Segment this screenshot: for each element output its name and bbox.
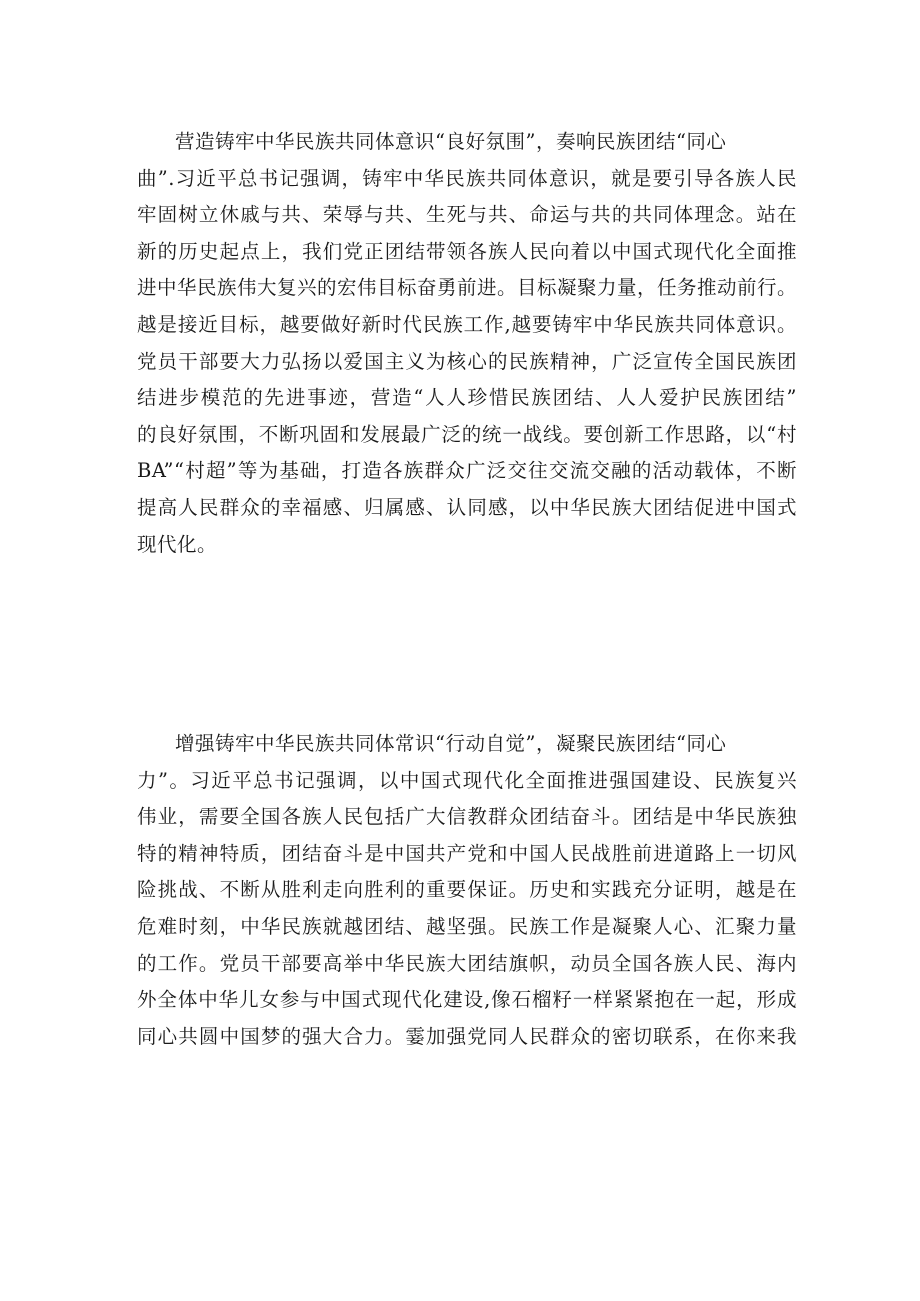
text-line: 特的精神特质，团结奋斗是中国共产党和中国人民战胜前进道路上一切风 <box>137 841 797 865</box>
text-line: 的良好氛围，不断巩固和发展最广泛的统一战线。要创新工作思路，以“村 <box>137 422 797 446</box>
text-line: 增强铸牢中华民族共同体常识“行动自觉”，凝聚民族团结“同心 <box>175 732 727 755</box>
text-line: 同心共圆中国梦的强大合力。霎加强党同人民群众的密切联系，在你来我 <box>137 1024 797 1048</box>
text-line: 伟业，需要全国各族人民包括广大信教群众团结奋斗。团结是中华民族独 <box>137 805 797 829</box>
text-line: 进中华民族伟大复兴的宏伟目标奋勇前进。目标凝聚力量，任务推动前行。 <box>137 276 798 300</box>
text-line: 提高人民群众的幸福感、归属感、认同感，以中华民族大团结促进中国式 <box>137 495 797 519</box>
text-line: 力”。习近平总书记强调，以中国式现代化全面推进强国建设、民族复兴 <box>137 768 797 792</box>
text-line: 外全体中华儿女参与中国式现代化建设,像石榴籽一样紧紧抱在一起，形成 <box>137 988 797 1012</box>
text-line: BA”“村超”等为基础，打造各族群众广泛交往交流交融的活动载体，不断 <box>137 459 797 483</box>
text-line: 结进步模范的先进事迹，营造“人人珍惜民族团结、人人爱护民族团结” <box>137 386 797 410</box>
text-line: 越是接近目标，越要做好新时代民族工作,越要铸牢中华民族共同体意识。 <box>137 312 797 336</box>
text-line: 的工作。党员干部要高举中华民族大团结旗帜，动员全国各族人民、海内 <box>137 951 797 975</box>
text-line: 危难时刻，中华民族就越团结、越坚强。民族工作是凝聚人心、汇聚力量 <box>137 914 797 938</box>
text-line: 党员干部要大力弘扬以爱国主义为核心的民族精神，广泛宣传全国民族团 <box>137 349 797 373</box>
text-line: 险挑战、不断从胜利走向胜利的重要保证。历史和实践充分证明，越是在 <box>137 878 797 902</box>
text-line: 现代化。 <box>137 532 218 556</box>
text-line: 牢固树立休戚与共、荣辱与共、生死与共、命运与共的共同体理念。站在 <box>137 203 797 227</box>
text-line: 新的历史起点上，我们党正团结带领各族人民向着以中国式现代化全面推 <box>137 239 797 263</box>
text-line: 营造铸牢中华民族共同体意识“良好氛围”，奏响民族团结“同心 <box>175 130 727 153</box>
paragraph-2 <box>137 726 797 1055</box>
text-line: 曲”.习近平总书记强调，铸牢中华民族共同体意识，就是要引导各族人民 <box>137 166 797 190</box>
paragraph-1 <box>137 124 797 563</box>
